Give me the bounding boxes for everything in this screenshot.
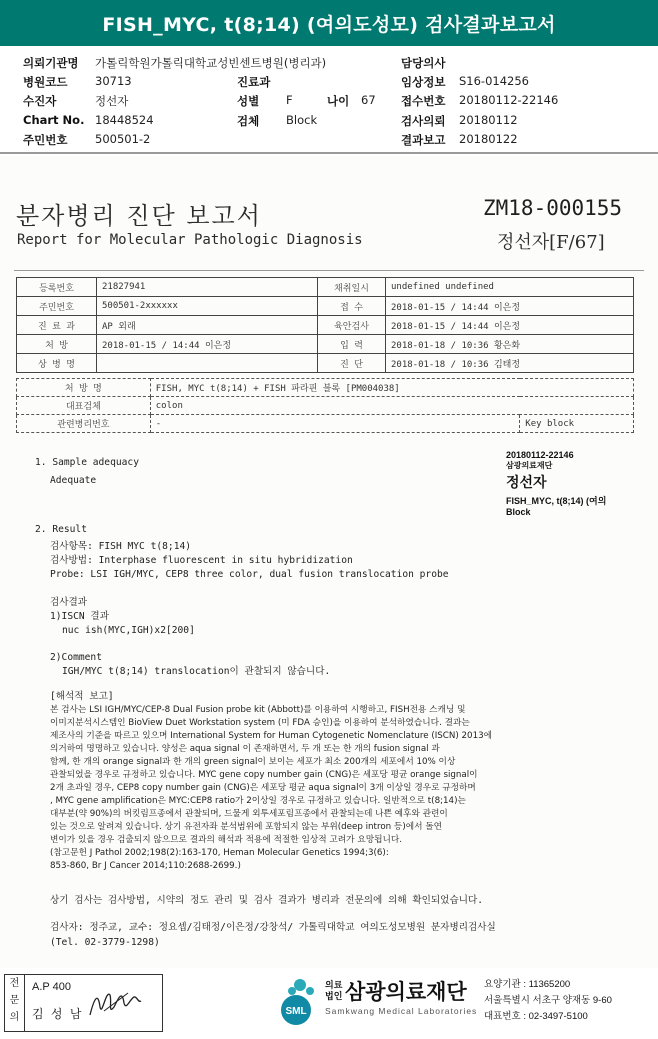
receipt-no-value: 20180112-22146 <box>459 93 559 107</box>
facility-code: 요양기관 : 11365200 <box>484 979 571 990</box>
registration-field-value: 2018-01-15 / 14:44 이은정 <box>97 335 318 354</box>
interpretation-line: , MYC gene amplification은 MYC:CEP8 ratio가 2이상일 경우로 규정하고 있습니다. 일반적으로 t(8;14)는 <box>50 796 466 806</box>
interpretation-heading: [해석적 보고] <box>50 691 114 702</box>
test-probe: Probe: LSI IGH/MYC, CEP8 three color, dual fusion translocation probe <box>50 569 449 580</box>
registration-event-value: 2018-01-15 / 14:44 이은정 <box>386 297 634 316</box>
age-label: 나이 <box>327 94 350 108</box>
foundation-name: 삼광의료재단 <box>345 981 467 1004</box>
examinee-value: 정선자 <box>95 94 129 108</box>
test-item: 검사항목: FISH MYC t(8;14) <box>50 541 192 552</box>
attending-label: 담당의사 <box>401 56 446 70</box>
interpretation-line: (참고문헌 J Pathol 2002;198(2):163-170, Heman Molecular Genetics 1994;3(6): <box>50 848 389 858</box>
lab-phone: (Tel. 02-3779-1298) <box>50 937 160 948</box>
specialist-box <box>4 974 25 1032</box>
request-header <box>0 46 658 152</box>
registration-field-label: 처 방 <box>17 335 97 354</box>
staff-line: 검사자: 정주교, 교수: 정요셉/김태정/이은정/강창석/ 가톨릭대학교 여의도성모병원 분자병리검사실 <box>50 922 496 933</box>
rrn-label: 주민번호 <box>23 133 68 147</box>
test-method: 검사방법: Interphase fluorescent in situ hybridization <box>50 555 353 566</box>
specialist-signature-box <box>24 974 163 1032</box>
signature-icon <box>84 981 144 1025</box>
interpretation-line: 본 검사는 LSI IGH/MYC/CEP-8 Dual Fusion probe kit (Abbott)를 이용하여 시행하고, FISH전용 스캐닝 및 <box>50 705 466 715</box>
registration-field-label: 등록번호 <box>17 278 97 297</box>
registration-row <box>17 316 634 335</box>
registration-row <box>17 278 634 297</box>
request-value: 20180112 <box>459 113 518 127</box>
registration-field-label: 상 병 명 <box>17 354 97 373</box>
logo-tag: SML <box>285 1006 307 1017</box>
request-label: 검사의뢰 <box>401 114 446 128</box>
report-title: FISH_MYC, t(8;14) (여의도성모) 검사결과보고서 <box>102 13 556 36</box>
confirmation-statement: 상기 검사는 검사방법, 시약의 정도 관리 및 검사 결과가 병리과 전문의에 의해 확인되었습니다. <box>50 895 484 906</box>
foundation-name-en: Samkwang Medical Laboratories <box>325 1006 478 1016</box>
case-number: ZM18-000155 <box>483 196 623 220</box>
registration-field-value: AP 외래 <box>97 316 318 335</box>
comment-heading: 2)Comment <box>50 652 102 663</box>
report-value: 20180122 <box>459 132 518 146</box>
registration-row <box>17 297 634 316</box>
sticker-org: 삼광의료재단 <box>506 461 553 470</box>
registration-event-label: 입 력 <box>318 335 386 354</box>
department-label: 진료과 <box>237 75 271 89</box>
registration-field-value <box>97 354 318 373</box>
specialist-char: 문 <box>9 995 20 1006</box>
registration-event-label: 육안검사 <box>318 316 386 335</box>
registration-field-value: 500501-2xxxxxx <box>97 297 318 316</box>
order-table <box>16 378 634 433</box>
institution-label: 의뢰기관명 <box>23 56 79 70</box>
foundation-address: 서울특별시 서초구 양재동 9-60 <box>484 995 612 1006</box>
result-subheading: 검사결과 <box>50 597 88 608</box>
hospital-code-value: 30713 <box>95 74 132 88</box>
sticker-name: 정선자 <box>506 474 547 490</box>
specialist-char: 의 <box>9 1012 20 1023</box>
representative-specimen-value: colon <box>150 397 633 415</box>
report-title-ko: 분자병리 진단 보고서 <box>16 202 262 230</box>
report-title-bar <box>0 0 658 46</box>
interpretation-line: 853-860, Br J Cancer 2014;110:2688-2699.) <box>50 861 241 871</box>
chart-value: 18448524 <box>95 113 154 127</box>
registration-row <box>17 354 634 373</box>
age-value: 67 <box>361 93 376 107</box>
interpretation-line: 변이가 있을 경우 검출되지 않으므로 결과의 해석과 적용에 적절한 임상적 고려가 요망됩니다. <box>50 835 403 845</box>
sticker-specimen: Block <box>506 507 531 517</box>
rrn-value: 500501-2 <box>95 132 151 146</box>
interpretation-body <box>50 704 642 873</box>
interpretation-line: 있는 것으로 알려져 있습니다. 상기 유전자좌 분석범위에 포함되지 않는 부위(deep intron 등)에서 돌연 <box>50 822 443 832</box>
patient-summary: 정선자[F/67] <box>497 232 605 253</box>
legal-entity <box>325 980 342 1002</box>
sample-adequacy-heading: 1. Sample adequacy <box>35 457 139 468</box>
iscn-heading: 1)ISCN 결과 <box>50 611 109 622</box>
foundation-phone: 대표번호 : 02-3497-5100 <box>484 1011 588 1022</box>
clinical-info-value: S16-014256 <box>459 74 529 88</box>
registration-row <box>17 335 634 354</box>
registration-event-value: 2018-01-18 / 10:36 김태정 <box>386 354 634 373</box>
registration-event-label: 진 단 <box>318 354 386 373</box>
specimen-label-sticker <box>506 450 638 522</box>
iscn-value: nuc ish(MYC,IGH)x2[200] <box>62 625 195 636</box>
order-row <box>17 379 634 397</box>
order-name-value: FISH, MYC t(8;14) + FISH 파라핀 블록 [PM004038] <box>150 379 633 397</box>
order-name-label: 처 방 명 <box>17 379 151 397</box>
registration-table <box>16 277 634 373</box>
sticker-test: FISH_MYC, t(8;14) (여의 <box>506 496 607 506</box>
related-path-label: 관련병리번호 <box>17 415 151 433</box>
specialist-char: 전 <box>9 978 20 989</box>
registration-field-label: 주민번호 <box>17 297 97 316</box>
comment-value: IGH/MYC t(8;14) translocation이 관찰되지 않습니다. <box>62 666 331 677</box>
sample-adequacy-value: Adequate <box>50 475 97 486</box>
interpretation-line: 제조사의 기준을 따르고 있으며 International System for Human Cytogenetic Nomenclature (ISCN) 2013에 <box>50 731 493 741</box>
hospital-code-label: 병원코드 <box>23 75 68 89</box>
registration-event-label: 접 수 <box>318 297 386 316</box>
legal-entity-line: 의료 <box>325 980 343 990</box>
interpretation-line: 대부분(약 90%)의 버킷림프종에서 관찰되며, 드물게 외투세포림프종에서 관찰되는데 나쁜 예후와 관련이 <box>50 809 448 819</box>
registration-event-value: 2018-01-15 / 14:44 이은정 <box>386 316 634 335</box>
report-footer <box>0 968 658 1039</box>
representative-specimen-label: 대표검체 <box>17 397 151 415</box>
specimen-row <box>17 397 634 415</box>
registration-event-value: 2018-01-18 / 10:36 황은화 <box>386 335 634 354</box>
legal-entity-line: 법인 <box>325 991 343 1001</box>
key-block-label: Key block <box>520 415 634 433</box>
sml-logo-icon <box>270 976 322 1028</box>
clinical-info-label: 임상정보 <box>401 75 446 89</box>
registration-field-value: 21827941 <box>97 278 318 297</box>
examinee-label: 수진자 <box>23 94 57 108</box>
registration-field-label: 진 료 과 <box>17 316 97 335</box>
specialist-name: 김 성 남 <box>32 1007 84 1021</box>
related-path-value: - <box>150 415 520 433</box>
result-heading: 2. Result <box>35 524 87 535</box>
interpretation-line: 이미지분석시스템인 BioView Duet Workstation system (미 FDA 승인)을 이용하여 분석하였습니다. 결과는 <box>50 718 470 728</box>
title-rule <box>14 270 644 271</box>
registration-event-label: 채취일시 <box>318 278 386 297</box>
interpretation-line: 함께, 한 개의 orange signal과 한 개의 green signal이 보이는 세포가 최소 200개의 세포에서 10% 이상 <box>50 757 456 767</box>
interpretation-line: 의거하여 명명하고 있습니다. 양성은 aqua signal 이 존재하면서, 두 개 또는 한 개의 fusion signal 과 <box>50 744 440 754</box>
report-label: 결과보고 <box>401 133 446 147</box>
specimen-label: 검체 <box>237 114 260 128</box>
sticker-receipt: 20180112-22146 <box>506 450 574 460</box>
sex-value: F <box>286 93 293 107</box>
header-divider <box>0 152 658 154</box>
registration-event-value: undefined undefined <box>386 278 634 297</box>
sex-label: 성별 <box>237 94 260 108</box>
interpretation-line: 관찰되었을 경우로 규정하고 있습니다. MYC gene copy number gain (CNG)은 세포당 평균 orange signal이 <box>50 770 478 780</box>
scanned-report <box>0 156 658 968</box>
chart-label: Chart No. <box>23 113 85 127</box>
receipt-no-label: 접수번호 <box>401 94 446 108</box>
related-path-row <box>17 415 634 433</box>
institution-value: 가톨릭학원가톨릭대학교성빈센트병원(병리과) <box>95 56 327 70</box>
specialist-code: A.P 400 <box>32 981 71 993</box>
interpretation-line: 2개 초과일 경우, CEP8 copy number gain (CNG)은 세포당 평균 aqua signal이 3개 이상일 경우로 규정하며 <box>50 783 476 793</box>
report-title-en: Report for Molecular Pathologic Diagnosis <box>17 232 363 248</box>
specimen-value: Block <box>286 113 318 127</box>
